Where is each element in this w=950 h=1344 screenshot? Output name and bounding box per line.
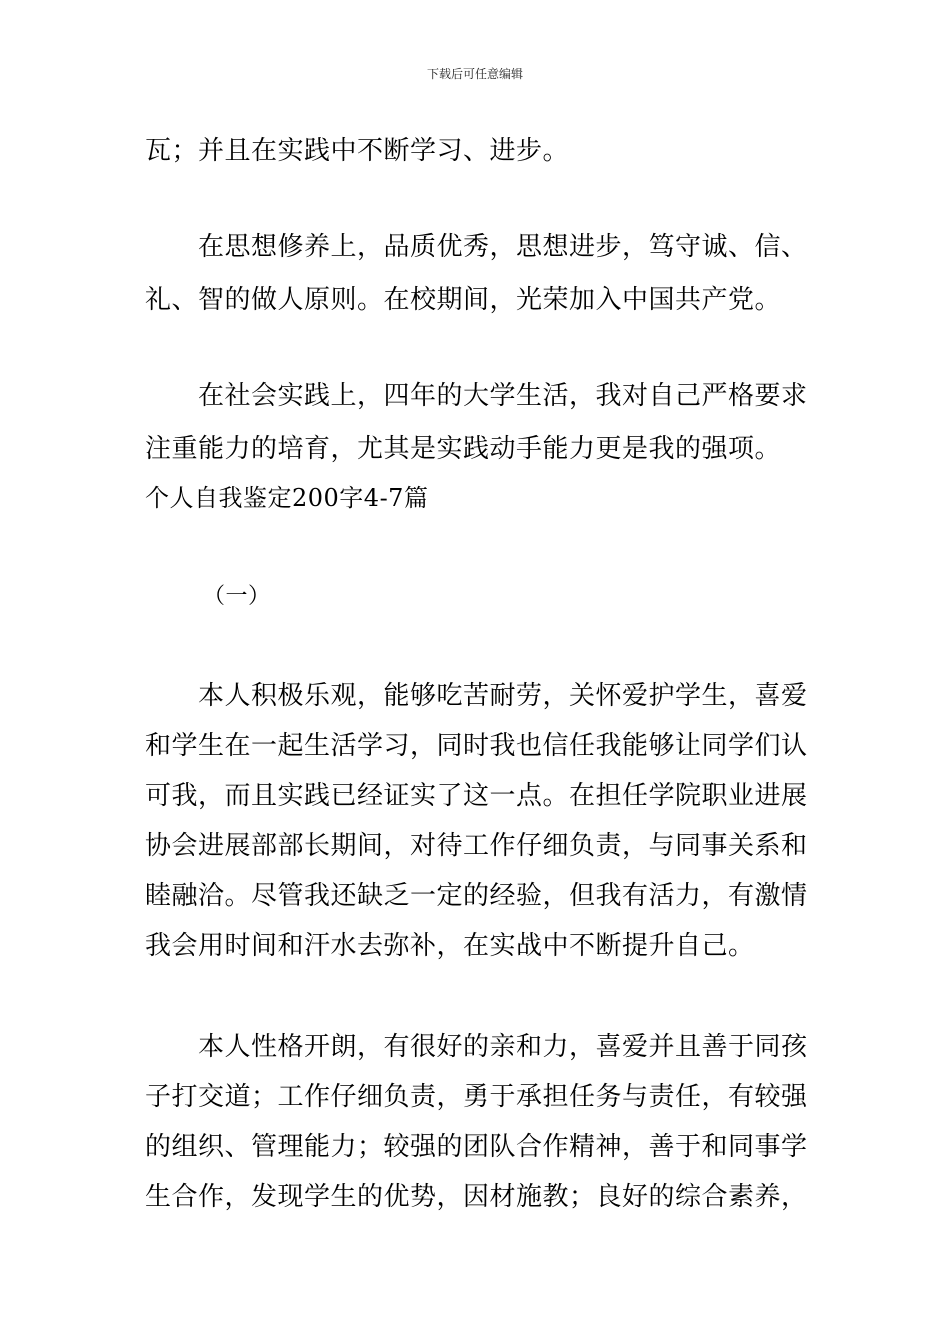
text-line: 生合作，发现学生的优势，因材施教；良好的综合素养， — [145, 1182, 808, 1212]
text-line: 子打交道；工作仔细负责，勇于承担任务与责任，有较强 — [145, 1082, 808, 1112]
section-number: （一） — [203, 584, 271, 609]
text-line: 和学生在一起生活学习，同时我也信任我能够让同学们认 — [145, 731, 808, 761]
text-line: 注重能力的培育，尤其是实践动手能力更是我的强项。 — [145, 434, 782, 464]
page-header-note: 下载后可任意编辑 — [426, 67, 523, 81]
section-title: 个人自我鉴定200字4-7篇 — [145, 484, 429, 512]
text-line: 的组织、管理能力；较强的团队合作精神，善于和同事学 — [145, 1132, 808, 1162]
text-line: 协会进展部部长期间，对待工作仔细负责，与同事关系和 — [145, 831, 808, 861]
text-line: 在社会实践上，四年的大学生活，我对自己严格要求 — [198, 381, 808, 411]
text-line: 本人性格开朗，有很好的亲和力，喜爱并且善于同孩 — [198, 1032, 808, 1062]
text-line: 本人积极乐观，能够吃苦耐劳，关怀爱护学生，喜爱 — [198, 681, 808, 711]
text-line: 礼、智的做人原则。在校期间，光荣加入中国共产党。 — [145, 285, 782, 315]
text-line: 在思想修养上，品质优秀，思想进步，笃守诚、信、 — [198, 232, 808, 262]
text-line: 瓦；并且在实践中不断学习、进步。 — [145, 136, 570, 166]
text-line: 可我，而且实践已经证实了这一点。在担任学院职业进展 — [145, 781, 808, 811]
text-line: 睦融洽。尽管我还缺乏一定的经验，但我有活力，有激情 — [145, 881, 808, 911]
text-line: 我会用时间和汗水去弥补，在实战中不断提升自己。 — [145, 931, 755, 961]
